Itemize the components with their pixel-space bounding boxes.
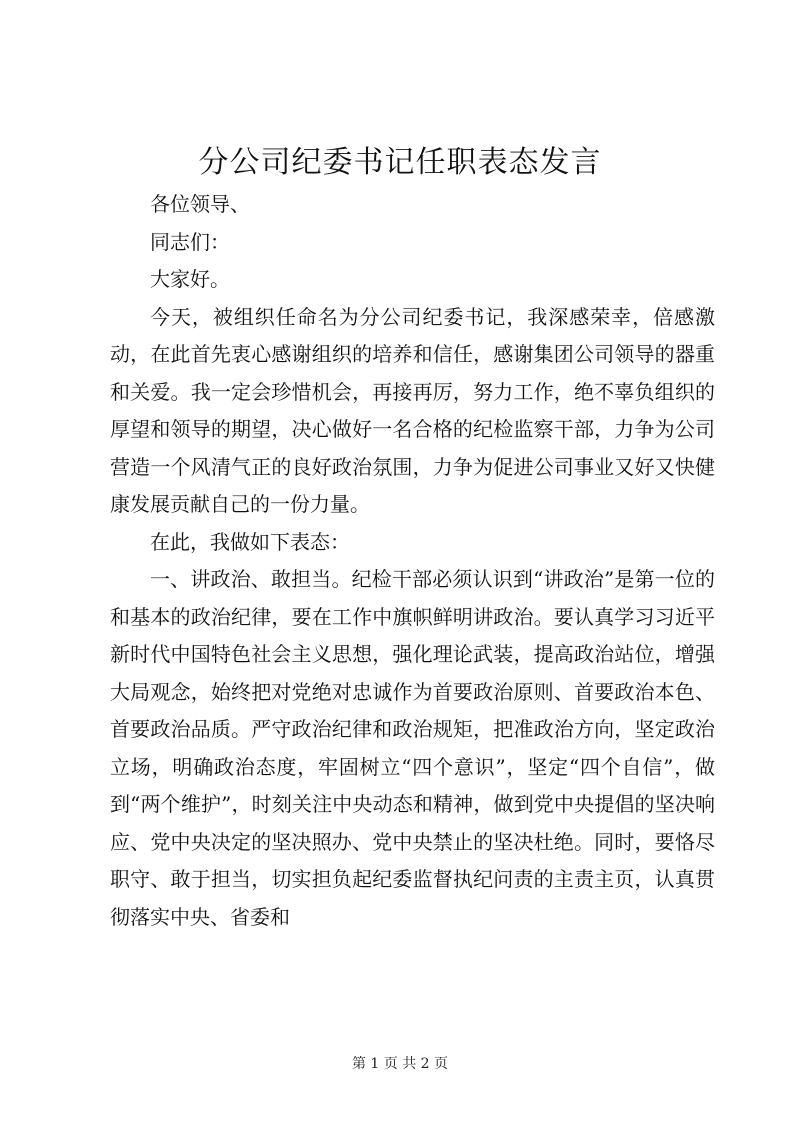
greeting: 大家好。 [150, 267, 230, 291]
paragraph-statement-intro: 在此，我做如下表态： [150, 529, 350, 554]
document-title: 分公司纪委书记任职表态发言 [198, 145, 602, 180]
document-body [110, 186, 715, 936]
paragraph-point-one: 一、讲政治、敢担当。纪检干部必须认识到“讲政治”是第一位的和基本的政治纪律，要在工作中旗帜鲜明讲政治。要认真学习习近平新时代中国特色社会主义思想，强化理论武装，提高政治站位，增强大局观念，始终把对党绝对忠诚作为首要政治原则、首要政治本色、首要政治品质。严守政治纪律和政治规矩，把准政治方向，坚定政治立场，明确政治态度，牢固树立“四个意识”，坚定“四个自信”，做到“两个维护”，时刻关注中央动态和精神，做到党中央提倡的坚决响应、党中央决定的坚决照办、党中央禁止的坚决杜绝。同时，要恪尽职守、敢于担当，切实担负起纪委监督执纪问责的主责主页，认真贯彻落实中央、省委和 [110, 567, 715, 929]
paragraph-introduction: 今天，被组织任命名为分公司纪委书记，我深感荣幸，倍感激动，在此首先衷心感谢组织的培养和信任，感谢集团公司领导的器重和关爱。我一定会珍惜机会，再接再厉，努力工作，绝不辜负组织的厚望和领导的期望，决心做好一名合格的纪检监察干部，力争为公司营造一个风清气正的良好政治氛围，力争为促进公司事业又好又快健康发展贡献自己的一份力量。 [110, 304, 715, 516]
salutation-leaders: 各位领导、 [150, 192, 250, 216]
salutation-comrades: 同志们： [150, 229, 230, 254]
page-footer: 第 1 页 共 2 页 [351, 1056, 449, 1072]
